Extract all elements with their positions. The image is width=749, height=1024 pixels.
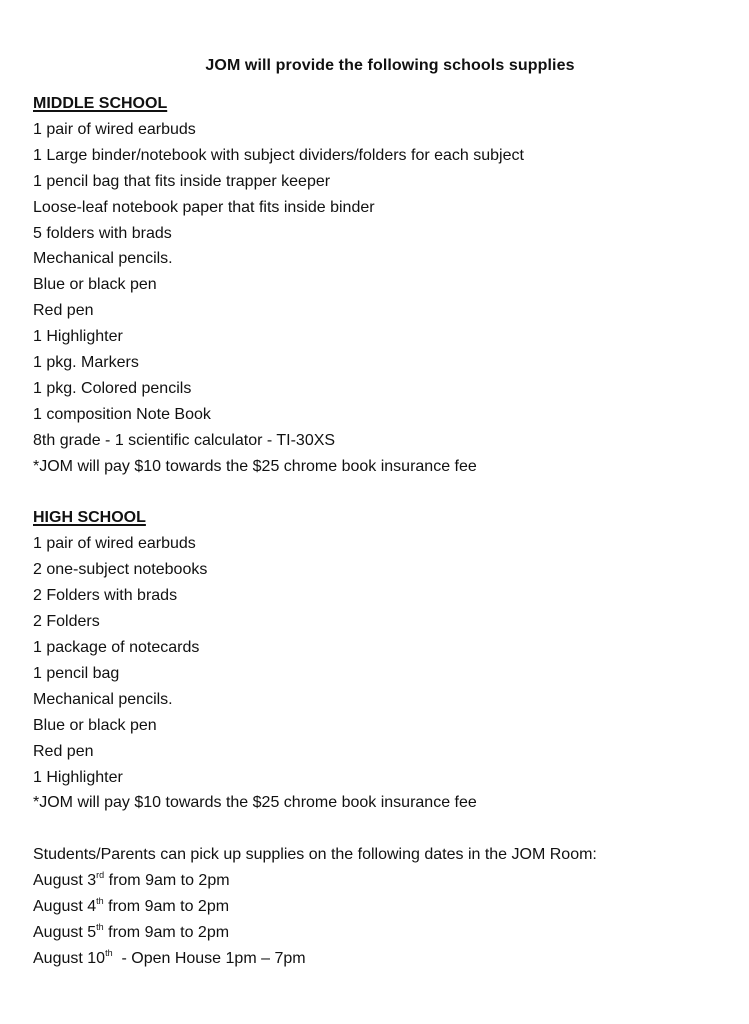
pickup-date xyxy=(33,894,733,920)
list-item: Blue or black pen xyxy=(33,716,157,734)
ordinal-suffix: th xyxy=(96,895,104,906)
high-school-list xyxy=(33,531,733,816)
list-item: Red pen xyxy=(33,302,94,320)
list-item: Red pen xyxy=(33,742,94,760)
pickup-date xyxy=(33,868,733,894)
document-title: JOM will provide the following schools supplies xyxy=(205,57,575,74)
list-item: 1 pencil bag xyxy=(33,664,120,682)
pickup-day: August 5 xyxy=(33,923,97,941)
list-item: 1 pair of wired earbuds xyxy=(33,120,196,138)
ordinal-suffix: th xyxy=(105,947,113,958)
pickup-day: August 10 xyxy=(33,949,106,967)
pickup-time: from 9am to 2pm xyxy=(103,898,230,916)
pickup-date xyxy=(33,920,733,946)
list-item: 1 package of notecards xyxy=(33,639,200,657)
list-item: Loose-leaf notebook paper that fits inside binder xyxy=(33,198,375,216)
high-school-heading: HIGH SCHOOL xyxy=(33,509,146,527)
pickup-time: from 9am to 2pm xyxy=(104,872,230,890)
pickup-time: from 9am to 2pm xyxy=(103,923,230,941)
list-item: 1 pencil bag that fits inside trapper keeper xyxy=(33,172,331,190)
list-item: Mechanical pencils. xyxy=(33,690,173,708)
list-item: 5 folders with brads xyxy=(33,224,172,242)
list-item: 1 pkg. Markers xyxy=(33,354,139,372)
pickup-day: August 3 xyxy=(33,872,97,890)
list-item: 1 Highlighter xyxy=(33,768,123,786)
list-item: Mechanical pencils. xyxy=(33,250,173,268)
ordinal-suffix: rd xyxy=(96,869,105,880)
middle-school-heading: MIDDLE SCHOOL xyxy=(33,95,168,112)
pickup-time: - Open House 1pm – 7pm xyxy=(112,949,306,967)
list-item: 1 Large binder/notebook with subject dividers/folders for each subject xyxy=(33,146,524,164)
list-item: 8th grade - 1 scientific calculator - TI-30XS xyxy=(33,431,336,449)
pickup-intro: Students/Parents can pick up supplies on the following dates in the JOM Room: xyxy=(33,846,597,864)
pickup-day: August 4 xyxy=(33,898,97,916)
list-item: 2 Folders with brads xyxy=(33,587,178,605)
list-item: 1 pkg. Colored pencils xyxy=(33,379,192,397)
list-item: *JOM will pay $10 towards the $25 chrome book insurance fee xyxy=(33,794,477,812)
list-item: 1 pair of wired earbuds xyxy=(33,535,196,553)
document-content xyxy=(33,91,733,972)
list-item: 2 Folders xyxy=(33,613,100,631)
list-item: *JOM will pay $10 towards the $25 chrome book insurance fee xyxy=(33,457,477,475)
list-item: 1 Highlighter xyxy=(33,328,123,346)
pickup-date xyxy=(33,946,733,972)
list-item: Blue or black pen xyxy=(33,276,157,294)
ordinal-suffix: th xyxy=(96,921,104,932)
list-item: 2 one-subject notebooks xyxy=(33,561,208,579)
pickup-dates-list xyxy=(33,868,733,972)
middle-school-list xyxy=(33,117,733,480)
section-spacer xyxy=(33,816,733,842)
list-item: 1 composition Note Book xyxy=(33,405,211,423)
section-spacer xyxy=(33,480,733,506)
